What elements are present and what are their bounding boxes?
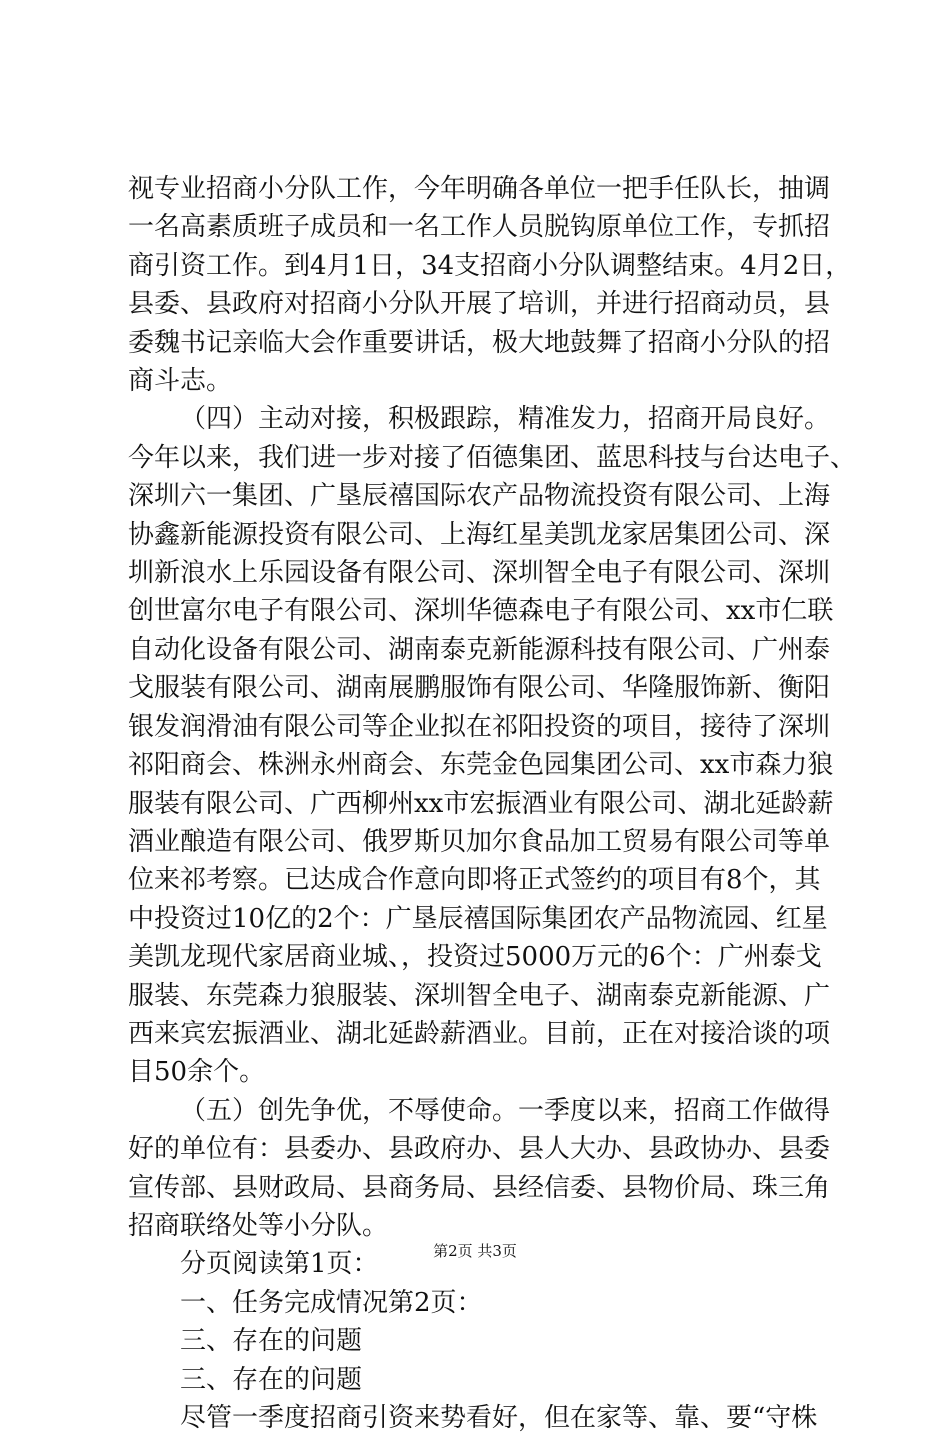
text-line: 自动化设备有限公司、湖南泰克新能源科技有限公司、广州泰 <box>128 634 831 665</box>
text-line: 宣传部、县财政局、县商务局、县经信委、县物价局、珠三角 <box>128 1172 831 1203</box>
text-line: 商斗志。 <box>128 366 233 397</box>
text-line: 服装有限公司、广西柳州xx市宏振酒业有限公司、湖北延龄薪 <box>128 788 834 819</box>
text-line: 协鑫新能源投资有限公司、上海红星美凯龙家居集团公司、深 <box>128 519 831 550</box>
text-line: 分页阅读第1页： <box>180 1249 379 1280</box>
text-line: 西来宾宏振酒业、湖北延龄薪酒业。目前，正在对接洽谈的项 <box>128 1018 831 1049</box>
text-line: 祁阳商会、株洲永州商会、东莞金色园集团公司、xx市森力狼 <box>128 750 834 781</box>
text-line: 圳新浪水上乐园设备有限公司、深圳智全电子有限公司、深圳 <box>128 558 831 589</box>
page-footer <box>0 1240 950 1261</box>
page-indicator: 第2页 共3页 <box>433 1242 517 1260</box>
text-line: 位来祁考察。已达成合作意向即将正式签约的项目有8个，其 <box>128 865 821 896</box>
text-line: 戈服装有限公司、湖南展鹏服饰有限公司、华隆服饰新、衡阳 <box>128 673 831 704</box>
text-line: 三、存在的问题 <box>180 1364 363 1395</box>
text-line: （五）创先争优，不辱使命。一季度以来，招商工作做得 <box>180 1095 831 1126</box>
text-line: 一、任务完成情况第2页： <box>180 1287 483 1318</box>
text-line: 商引资工作。到4月1日，34支招商小分队调整结束。4月2日， <box>128 250 852 281</box>
text-line: 视专业招商小分队工作，今年明确各单位一把手任队长，抽调 <box>128 174 831 204</box>
text-line: 好的单位有：县委办、县政府办、县人大办、县政协办、县委 <box>128 1134 831 1165</box>
text-line: 今年以来，我们进一步对接了佰德集团、蓝思科技与台达电子、 <box>128 442 857 473</box>
text-line: 酒业酿造有限公司、俄罗斯贝加尔食品加工贸易有限公司等单 <box>128 826 831 857</box>
text-line: 县委、县政府对招商小分队开展了培训，并进行招商动员，县 <box>128 289 831 320</box>
text-line: 服装、东莞森力狼服装、深圳智全电子、湖南泰克新能源、广 <box>128 980 831 1011</box>
text-line: （四）主动对接，积极跟踪，精准发力，招商开局良好。 <box>180 404 831 435</box>
text-line: 目50余个。 <box>128 1057 266 1088</box>
text-line: 一名高素质班子成员和一名工作人员脱钩原单位工作，专抓招 <box>128 212 831 243</box>
text-line: 招商联络处等小分队。 <box>128 1210 389 1241</box>
text-line: 银发润滑油有限公司等企业拟在祁阳投资的项目，接待了深圳 <box>128 711 831 742</box>
text-line: 委魏书记亲临大会作重要讲话，极大地鼓舞了招商小分队的招 <box>128 327 831 358</box>
text-line: 中投资过10亿的2个：广垦辰禧国际集团农产品物流园、红星 <box>128 903 828 934</box>
text-line: 深圳六一集团、广垦辰禧国际农产品物流投资有限公司、上海 <box>128 481 831 512</box>
text-line: 尽管一季度招商引资来势看好，但在家等、靠、要“守株 <box>180 1403 818 1433</box>
text-line: 美凯龙现代家居商业城、，投资过5000万元的6个：广州泰戈 <box>128 942 822 973</box>
text-line: 三、存在的问题 <box>180 1326 363 1357</box>
text-line: 创世富尔电子有限公司、深圳华德森电子有限公司、xx市仁联 <box>128 596 834 627</box>
